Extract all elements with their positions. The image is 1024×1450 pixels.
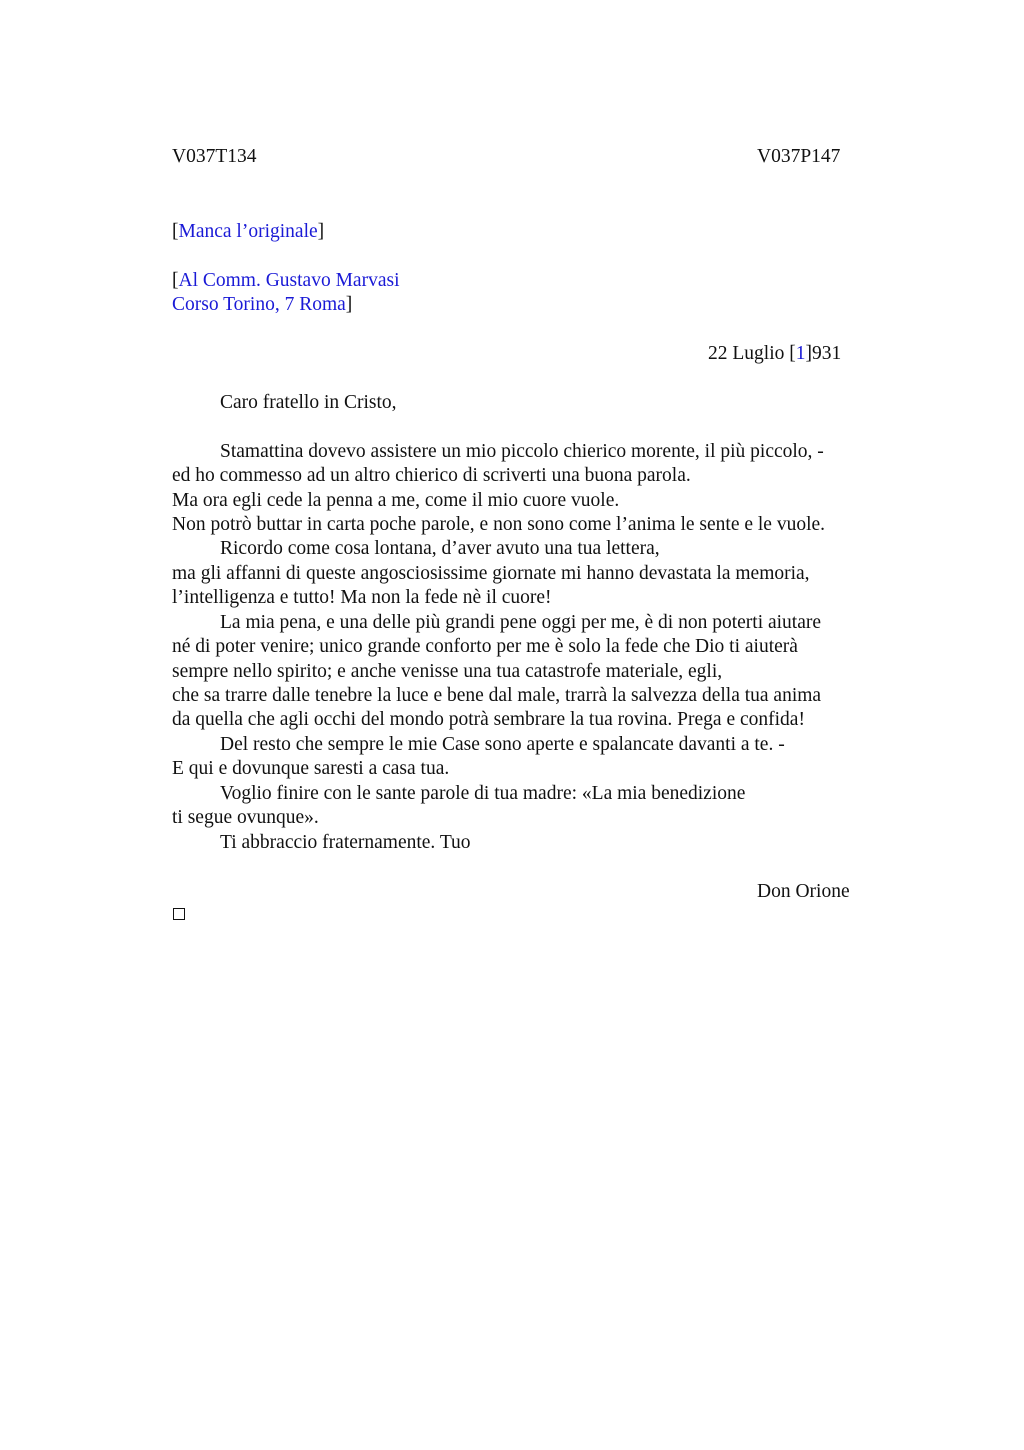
- date-bracket-digit[interactable]: 1: [795, 343, 806, 364]
- body-line: ti segue ovunque».: [172, 807, 319, 828]
- body-line: né di poter venire; unico grande conforto per me è solo la fede che Dio ti aiuterà: [172, 636, 798, 657]
- body-line: ed ho commesso ad un altro chierico di scriverti una buona parola.: [172, 465, 691, 486]
- letter-date: [708, 343, 841, 365]
- body-line: che sa trarre dalle tenebre la luce e bene dal male, trarrà la salvezza della tua anima: [172, 685, 822, 706]
- recipient-line-1: [172, 270, 399, 292]
- recipient-address[interactable]: Corso Torino, 7 Roma: [172, 294, 346, 315]
- recipient-name[interactable]: Al Comm. Gustavo Marvasi: [178, 270, 400, 291]
- salutation: Caro fratello in Cristo,: [220, 392, 397, 413]
- body-line: Ti abbraccio fraternamente. Tuo: [220, 832, 471, 853]
- body-line: Ricordo come cosa lontana, d’aver avuto una tua lettera,: [220, 538, 660, 559]
- document-code-left: V037T134: [172, 146, 257, 167]
- body-line: da quella che agli occhi del mondo potrà sembrare la tua rovina. Prega e confida!: [172, 709, 805, 730]
- original-missing-note: [172, 221, 324, 243]
- body-line: ma gli affanni di queste angosciosissime giornate mi hanno devastata la memoria,: [172, 563, 810, 584]
- body-line: Non potrò buttar in carta poche parole, e non sono come l’anima le sente e le vuole.: [172, 514, 826, 535]
- signature: Don Orione: [757, 881, 850, 902]
- recipient-line-2: [172, 294, 352, 316]
- document-code-right: V037P147: [757, 146, 841, 167]
- bracket-open: [: [172, 221, 179, 242]
- bracket-close: ]: [317, 221, 325, 242]
- note-text[interactable]: Manca l’originale: [178, 221, 318, 242]
- bracket-open: [: [172, 270, 179, 291]
- body-line: Stamattina dovevo assistere un mio piccolo chierico morente, il più piccolo, -: [220, 441, 824, 462]
- body-line: Ma ora egli cede la penna a me, come il mio cuore vuole.: [172, 490, 620, 511]
- body-line: Del resto che sempre le mie Case sono aperte e spalancate davanti a te. -: [220, 734, 785, 755]
- body-line: E qui e dovunque saresti a casa tua.: [172, 758, 450, 779]
- bracket-close: ]: [345, 294, 353, 315]
- end-marker-box-icon: [173, 908, 185, 920]
- body-line: La mia pena, e una delle più grandi pene oggi per me, è di non poterti aiutare: [220, 612, 822, 633]
- body-line: l’intelligenza e tutto! Ma non la fede nè il cuore!: [172, 587, 552, 608]
- body-line: Voglio finire con le sante parole di tua madre: «La mia benedizione: [220, 783, 746, 804]
- body-line: sempre nello spirito; e anche venisse una tua catastrofe materiale, egli,: [172, 661, 723, 682]
- date-suffix: ]931: [805, 343, 842, 364]
- date-prefix: 22 Luglio [: [708, 343, 796, 364]
